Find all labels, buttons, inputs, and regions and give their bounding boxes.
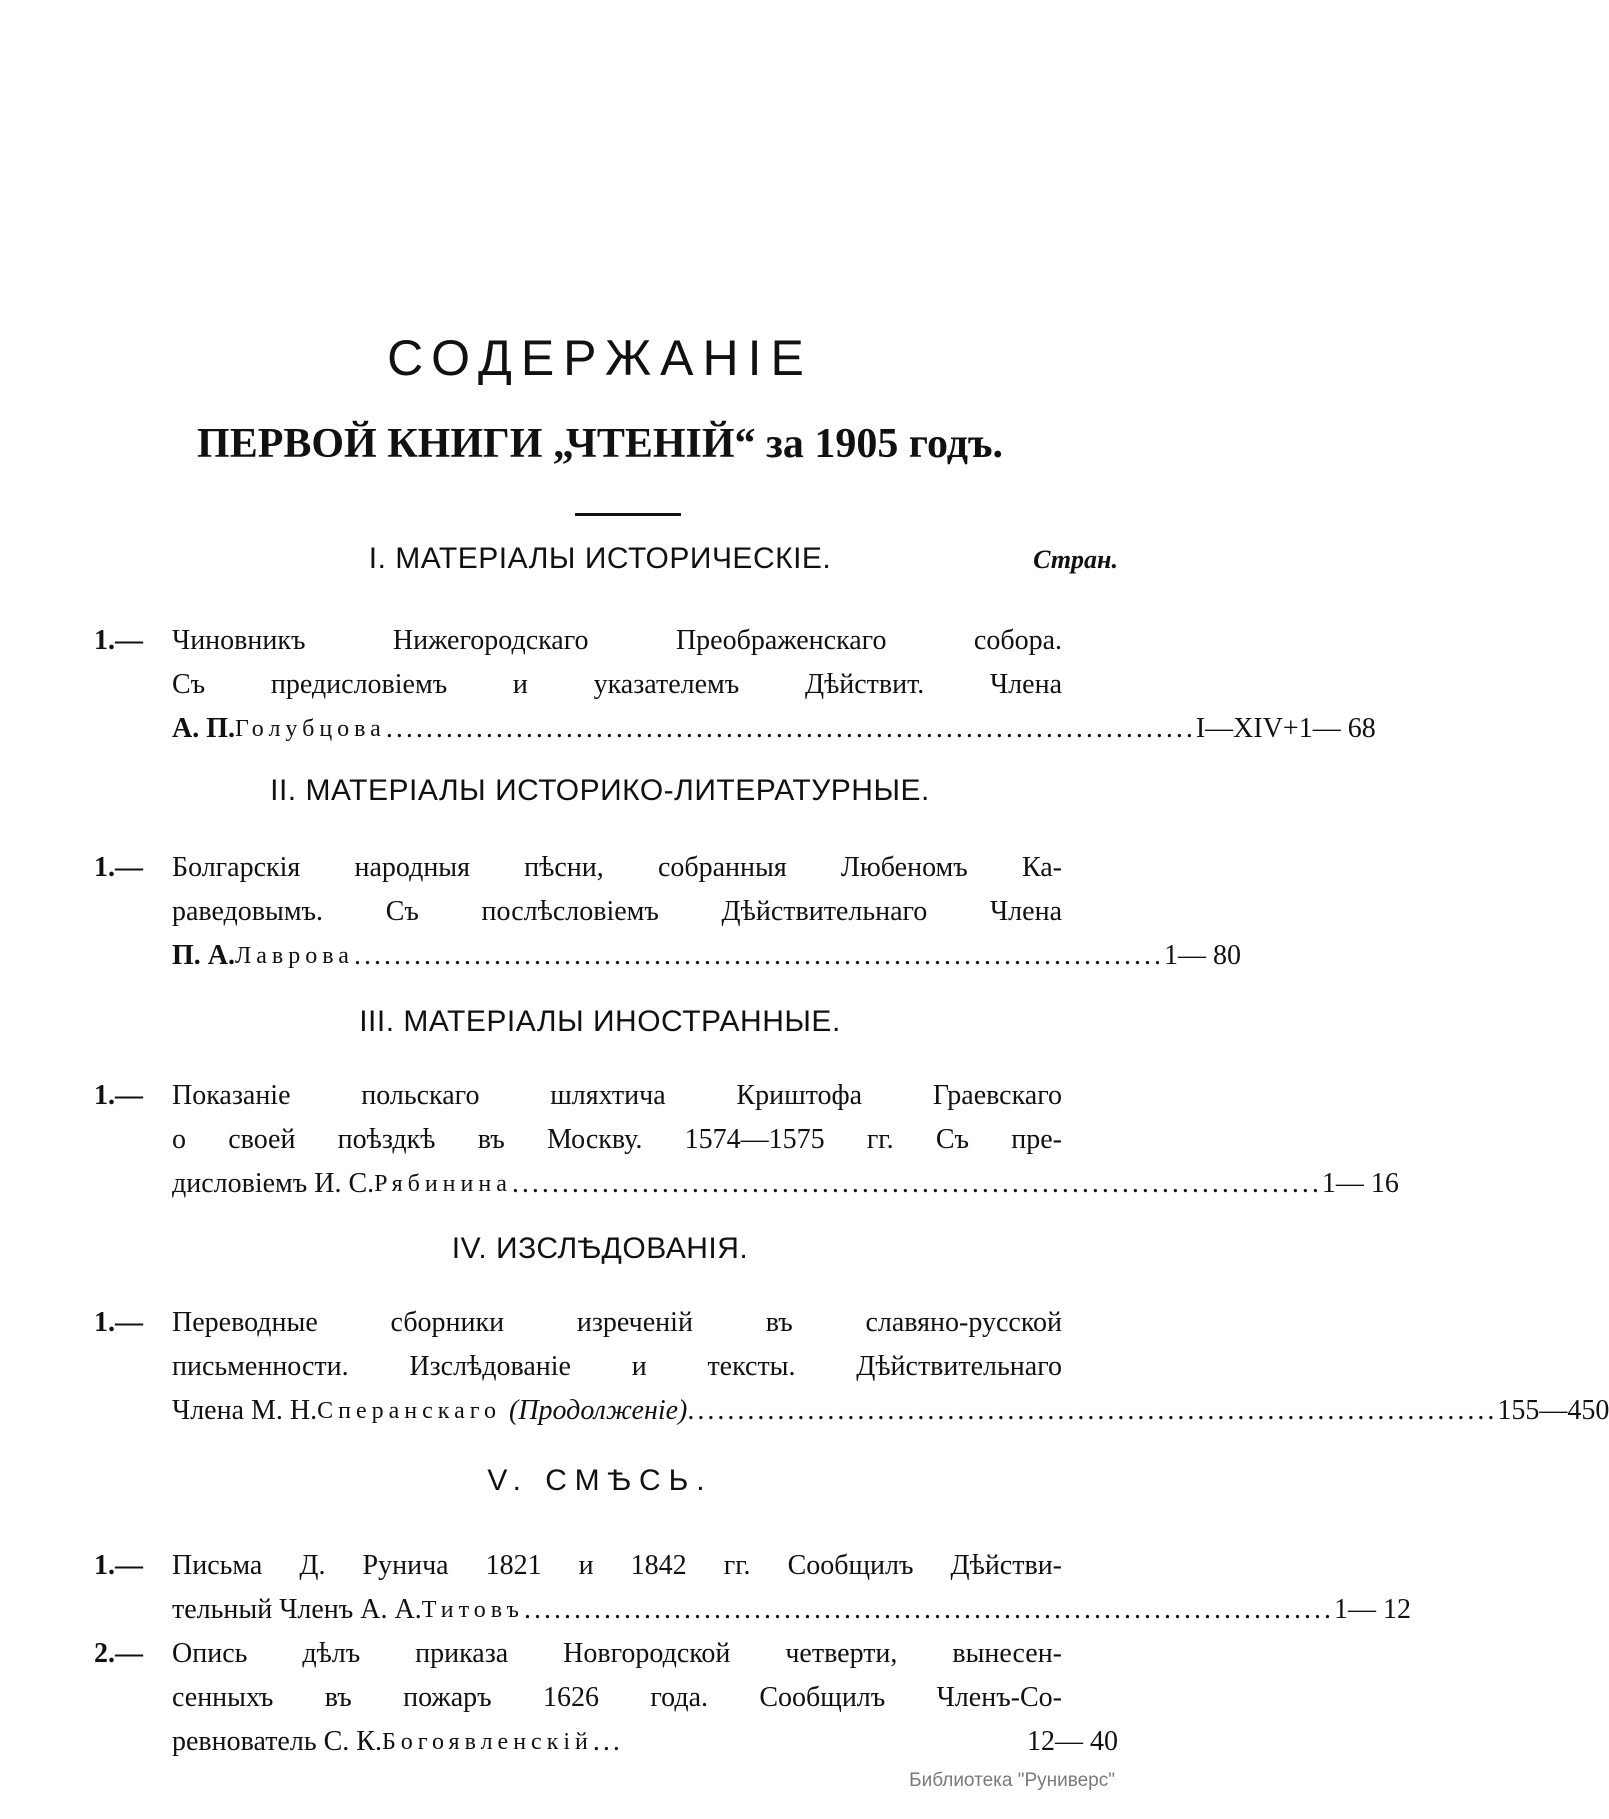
entry-last-line xyxy=(172,1589,1411,1631)
entry-number: 1.— xyxy=(94,625,143,656)
entry-author: Титовъ xyxy=(421,1597,524,1623)
leader-dots: ................................................................................. xyxy=(523,1594,1334,1625)
entry-text: ревнователь С. К. xyxy=(172,1726,382,1757)
entry-text: П. А. xyxy=(172,940,235,971)
leader-dots: ................................................................................. xyxy=(353,940,1164,971)
page-title: СОДЕРЖАНІЕ xyxy=(387,330,813,386)
entry-last-line xyxy=(172,1721,1118,1763)
page-column-label: Стран. xyxy=(1033,545,1118,574)
page-subtitle: ПЕРВОЙ КНИГИ „ЧТЕНІЙ“ за 1905 годъ. xyxy=(197,421,1003,467)
entry-line: Показаніе польскаго шляхтича Криштофа Граевскаго xyxy=(172,1080,1062,1111)
section-heading-1: I. МАТЕРІАЛЫ ИСТОРИЧЕСКІЕ. xyxy=(368,542,832,575)
entry-pages: I—XIV+1— 68 xyxy=(1195,713,1376,744)
leader-dots: ... xyxy=(592,1726,623,1757)
entry-pages: 12— 40 xyxy=(1027,1726,1118,1757)
entry-line: Переводные сборники изреченій въ славяно-русской xyxy=(172,1307,1062,1338)
entry-text: А. П. xyxy=(172,713,235,744)
entry-line: Письма Д. Рунича 1821 и 1842 гг. Сообщилъ Дѣйстви- xyxy=(172,1550,1062,1581)
entry-text: Члена М. Н. xyxy=(172,1395,318,1426)
entry-line: раведовымъ. Съ послѣсловіемъ Дѣйствительнаго Члена xyxy=(172,896,1062,927)
library-watermark: Библиотека "Руниверс" xyxy=(909,1770,1115,1791)
title-divider xyxy=(575,513,681,516)
entry-number: 1.— xyxy=(94,1550,143,1581)
entry-last-line xyxy=(172,1163,1399,1205)
entry-author: Лаврова xyxy=(235,943,354,969)
entry-note: (Продолженіе) xyxy=(509,1395,688,1426)
leader-dots: ................................................................................. xyxy=(687,1395,1498,1426)
section-heading-5: V. СМѢСЬ. xyxy=(487,1464,713,1497)
entry-pages: 1— 12 xyxy=(1333,1594,1411,1625)
entry-number: 1.— xyxy=(94,852,143,883)
entry-author: Сперанскаго xyxy=(317,1398,501,1424)
entry-line: о своей поѣздкѣ въ Москву. 1574—1575 гг. Съ пре- xyxy=(172,1124,1062,1155)
entry-number: 1.— xyxy=(94,1080,143,1111)
entry-line: Опись дѣлъ приказа Новгородской четверти, вынесен- xyxy=(172,1638,1062,1669)
entry-text: тельный Членъ А. А. xyxy=(172,1594,422,1625)
entry-pages: 1— 80 xyxy=(1163,940,1241,971)
entry-last-line xyxy=(172,935,1241,977)
entry-number: 2.— xyxy=(94,1638,143,1669)
entry-author: Рябинина xyxy=(374,1171,512,1197)
leader-dots: ................................................................................. xyxy=(511,1168,1322,1199)
entry-number: 1.— xyxy=(94,1307,143,1338)
entry-author: Голубцова xyxy=(235,716,386,742)
section-heading-4: IV. ИЗСЛѢДОВАНІЯ. xyxy=(451,1232,749,1265)
leader-dots: ................................................................................. xyxy=(385,713,1196,744)
entry-last-line xyxy=(172,1390,1609,1432)
section-heading-3: III. МАТЕРІАЛЫ ИНОСТРАННЫЕ. xyxy=(359,1005,841,1038)
section-heading-2: II. МАТЕРІАЛЫ ИСТОРИКО-ЛИТЕРАТУРНЫЕ. xyxy=(270,774,930,807)
entry-line: письменности. Изслѣдованіе и тексты. Дѣйствительнаго xyxy=(172,1351,1062,1382)
entry-line: сенныхъ въ пожаръ 1626 года. Сообщилъ Членъ-Со- xyxy=(172,1682,1062,1713)
entry-line: Болгарскія народныя пѣсни, собранныя Любеномъ Ка- xyxy=(172,852,1062,883)
entry-author: Богоявленскій xyxy=(381,1729,593,1755)
entry-last-line xyxy=(172,708,1376,750)
entry-line: Съ предисловіемъ и указателемъ Дѣйствит. Члена xyxy=(172,669,1062,700)
entry-pages: 155—450 xyxy=(1497,1395,1609,1426)
entry-text: дисловіемъ И. С. xyxy=(172,1168,375,1199)
entry-pages: 1— 16 xyxy=(1321,1168,1399,1199)
entry-line: Чиновникъ Нижегородскаго Преображенскаго собора. xyxy=(172,625,1062,656)
